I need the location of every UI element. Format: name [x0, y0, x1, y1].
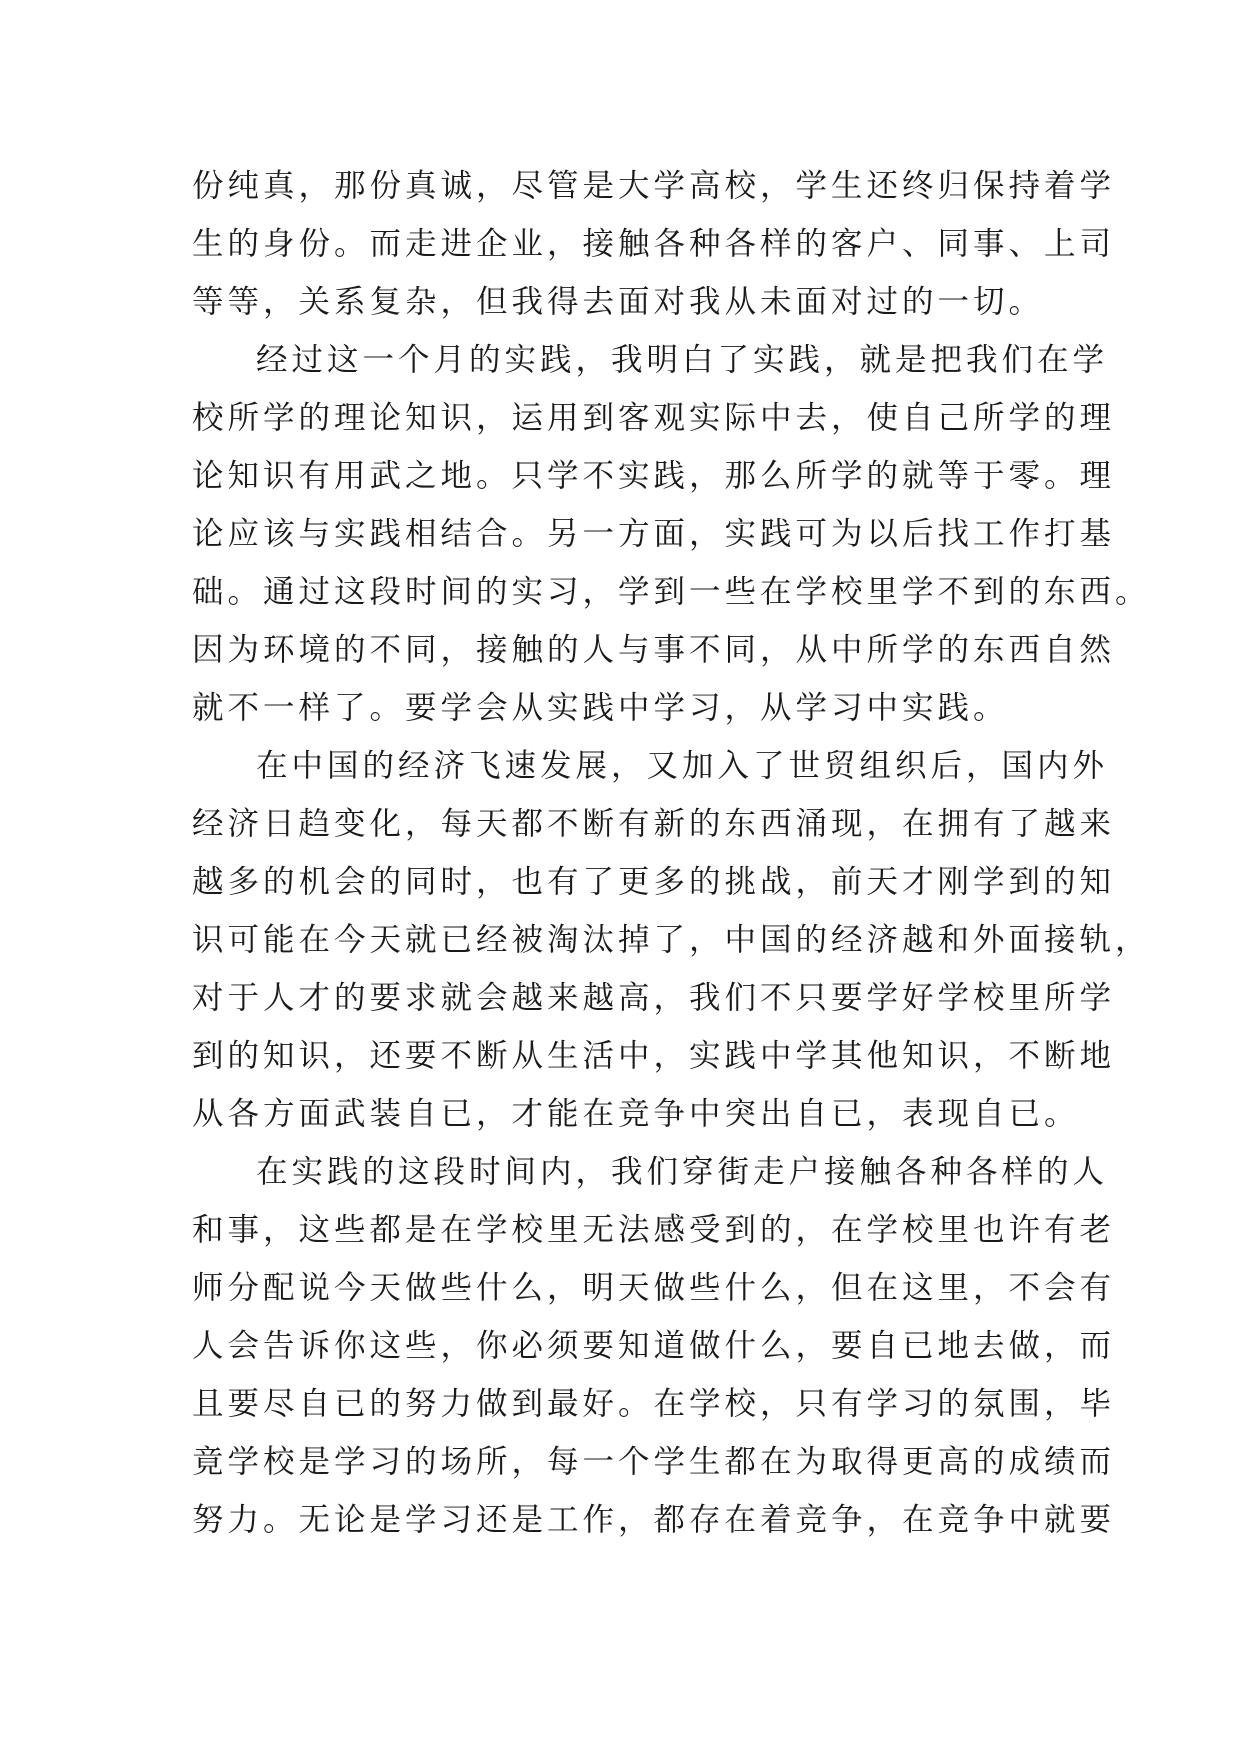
text-line: 就不一样了。要学会从实践中学习，从学习中实践。: [192, 690, 1009, 726]
text-line: 竟学校是学习的场所，每一个学生都在为取得更高的成绩而: [192, 1444, 1116, 1480]
text-line: 论知识有用武之地。只学不实践，那么所学的就等于零。理: [192, 458, 1116, 494]
paragraph-first-line: 在中国的经济飞速发展，又加入了世贸组织后，国内外: [256, 748, 1109, 784]
text-line: 论应该与实践相结合。另一方面，实践可为以后找工作打基: [192, 516, 1116, 552]
text-line: 经济日趋变化，每天都不断有新的东西涌现，在拥有了越来: [192, 806, 1116, 842]
text-line: 对于人才的要求就会越来越高，我们不只要学好学校里所学: [192, 980, 1116, 1016]
text-line: 份纯真，那份真诚，尽管是大学高校，学生还终归保持着学: [192, 168, 1116, 204]
text-line: 识可能在今天就已经被淘汰掉了，中国的经济越和外面接轨，: [192, 922, 1151, 958]
text-line: 因为环境的不同，接触的人与事不同，从中所学的东西自然: [192, 632, 1116, 668]
text-line: 等等，关系复杂，但我得去面对我从未面对过的一切。: [192, 284, 1045, 320]
text-line: 人会告诉你这些，你必须要知道做什么，要自已地去做，而: [192, 1328, 1116, 1364]
text-line: 努力。无论是学习还是工作，都存在着竞争，在竞争中就要: [192, 1502, 1116, 1538]
text-line: 校所学的理论知识，运用到客观实际中去，使自己所学的理: [192, 400, 1116, 436]
text-line: 师分配说今天做些什么，明天做些什么，但在这里，不会有: [192, 1270, 1116, 1306]
text-line: 越多的机会的同时，也有了更多的挑战，前天才刚学到的知: [192, 864, 1116, 900]
text-line: 到的知识，还要不断从生活中，实践中学其他知识，不断地: [192, 1038, 1116, 1074]
text-line: 生的身份。而走进企业，接触各种各样的客户、同事、上司: [192, 226, 1116, 262]
paragraph-first-line: 在实践的这段时间内，我们穿街走户接触各种各样的人: [256, 1154, 1109, 1190]
paragraph-first-line: 经过这一个月的实践，我明白了实践，就是把我们在学: [256, 342, 1109, 378]
text-line: 础。通过这段时间的实习，学到一些在学校里学不到的东西。: [192, 574, 1151, 610]
body-text: [192, 157, 1151, 1549]
text-line: 且要尽自已的努力做到最好。在学校，只有学习的氛围，毕: [192, 1386, 1116, 1422]
text-line: 从各方面武装自已，才能在竞争中突出自已，表现自已。: [192, 1096, 1080, 1132]
text-line: 和事，这些都是在学校里无法感受到的，在学校里也许有老: [192, 1212, 1116, 1248]
